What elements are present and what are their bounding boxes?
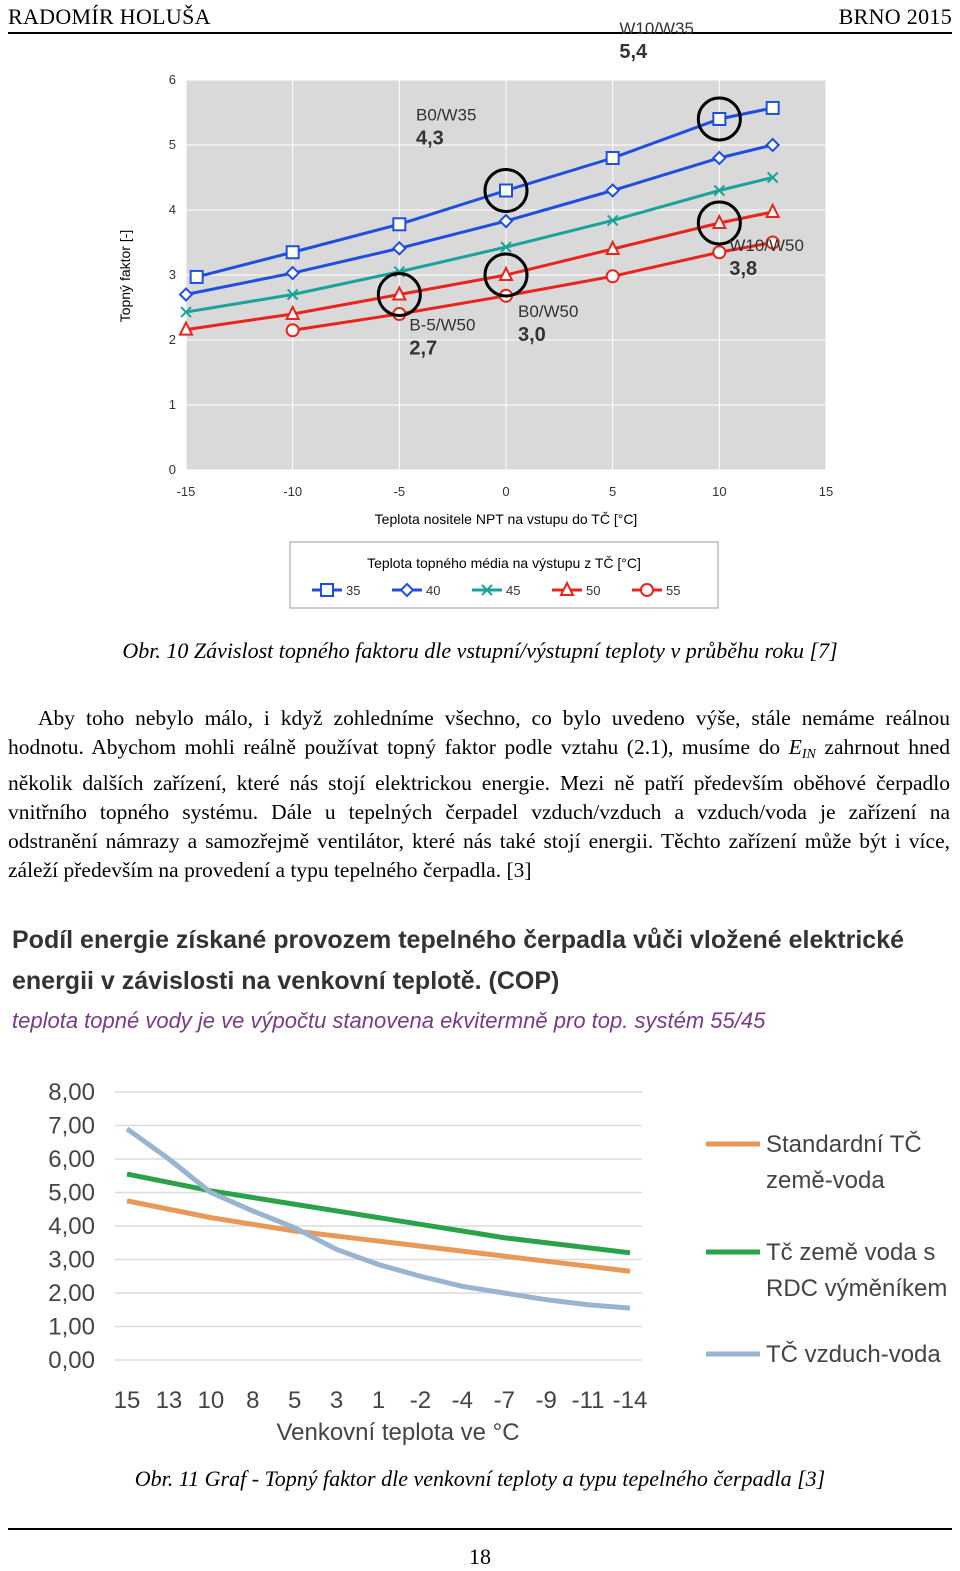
y-tick-label: 0,00 [48, 1347, 95, 1374]
legend-marker [641, 584, 653, 596]
data-point [607, 152, 619, 164]
x-tick-label: 5 [287, 1387, 302, 1414]
data-point [713, 113, 725, 125]
chart-title-line-1: Podíl energie získané provozem tepelného čerpadla vůči vložené elektrické [12, 926, 905, 954]
y-tick-label: 2,00 [48, 1280, 95, 1307]
grid [115, 1092, 642, 1360]
x-axis-label: Teplota nositele NPT na vstupu do TČ [°C] [374, 511, 638, 527]
legend-marker [321, 584, 333, 596]
data-point [767, 102, 779, 114]
y-axis-label: Topný faktor [-] [117, 229, 133, 323]
figure-cop-vs-outdoor-temperature [0, 918, 960, 1453]
chart-topny-faktor [100, 19, 840, 626]
y-tick-label: 0 [168, 462, 176, 477]
data-point [607, 270, 619, 282]
legend-label: Standardní TČ [766, 1131, 922, 1158]
x-tick-label: -14 [612, 1387, 648, 1414]
annotation-label: W10/W35 [619, 19, 694, 38]
place-year: BRNO 2015 [838, 4, 952, 29]
legend-label-line-2: RDC výměníkem [766, 1275, 948, 1302]
annotation-value: 2,7 [409, 337, 438, 360]
figure-cop-vs-inlet-temperature [100, 19, 840, 626]
author-name: RADOMÍR HOLUŠA [8, 4, 211, 29]
x-tick-label: -10 [283, 484, 303, 499]
chart-title-line-2: energii v závislosti na venkovní teplotě. (COP) [12, 967, 560, 995]
data-point [287, 246, 299, 258]
x-tick-label: -9 [535, 1387, 557, 1414]
legend-label: 55 [666, 583, 681, 598]
legend-item [706, 1239, 947, 1302]
paragraph-text-1: Aby toho nebylo málo, i když zohledníme všechno, co bylo uvedeno výše, stále nemáme reálnou hodnotu. Abychom mohli reálně používat topný faktor podle vztahu (2.1), musíme do [8, 706, 950, 759]
data-point [393, 218, 405, 230]
ein-symbol: E [788, 735, 802, 759]
legend-label: 45 [506, 583, 521, 598]
legend-title: Teplota topného média na výstupu z TČ [°C] [367, 555, 641, 571]
legend-label: Tč země voda s [766, 1239, 936, 1266]
chart-subtitle: teplota topné vody je ve výpočtu stanovena ekvitermně pro top. systém 55/45 [12, 1008, 766, 1033]
annotation-value: 4,3 [416, 127, 444, 150]
x-tick-label: 15 [818, 484, 834, 499]
x-tick-label: 10 [712, 484, 727, 499]
data-point [191, 271, 203, 283]
annotation-value: 3,8 [729, 258, 758, 280]
series-lines [127, 1129, 630, 1308]
figure-2-caption: Obr. 11 Graf - Topný faktor dle venkovní teploty a typu tepelného čerpadla [3] [134, 1466, 826, 1491]
footer-rule [8, 1528, 952, 1530]
x-tick-label: -4 [451, 1387, 474, 1414]
annotation-label: B0/W50 [518, 302, 579, 321]
x-tick-label: 15 [113, 1387, 141, 1414]
x-tick-label: -2 [409, 1387, 432, 1414]
y-tick-label: 5 [168, 137, 176, 152]
data-point [500, 185, 512, 197]
annotation-label: W10/W50 [729, 236, 804, 255]
legend-box [290, 542, 718, 608]
y-tick-label: 7,00 [48, 1112, 95, 1140]
y-tick-label: 6 [168, 72, 176, 87]
y-tick-label: 3 [168, 267, 176, 282]
y-tick-label: 1,00 [48, 1313, 95, 1341]
x-tick-label: -5 [393, 484, 406, 499]
x-tick-label: 13 [155, 1387, 183, 1414]
y-tick-label: 2 [168, 332, 176, 347]
x-tick-label: 8 [246, 1387, 260, 1414]
y-tick-label: 3,00 [48, 1246, 95, 1274]
y-tick-label: 4,00 [48, 1213, 95, 1240]
x-tick-label: 1 [371, 1387, 386, 1414]
y-tick-label: 5,00 [48, 1179, 95, 1207]
legend-label-line-2: země-voda [766, 1167, 885, 1194]
paragraph-text-2: zahrnout hned několik dalších zařízení, které nás stojí elektrickou energie. Mezi ně patří především oběhové čerpadlo vnitřního topného systému. Dále u tepelných čerpadel vzduch/vzduch a vzduch/voda je zařízení na odstranění námrazy a samozřejmě ventilátor, které nás také stojí energii. Těchto zařízení může být i více, záleží především na provedení a typu tepelného čerpadla. [3] [8, 735, 951, 882]
x-tick-label: -15 [176, 484, 196, 499]
data-point [287, 324, 299, 336]
x-tick-label: 5 [609, 484, 617, 499]
legend-label: 50 [586, 583, 601, 598]
figure-1-caption: Obr. 10 Závislost topného faktoru dle vstupní/výstupní teploty v průběhu roku [7] [122, 638, 838, 663]
annotation-label: B0/W35 [416, 105, 477, 125]
body-paragraph [8, 704, 950, 885]
page-header [8, 2, 952, 34]
annotation-value: 3,0 [518, 324, 546, 346]
data-point [713, 246, 725, 258]
legend-item [706, 1130, 922, 1194]
legend-label: 35 [346, 583, 361, 598]
x-tick-label: -7 [493, 1387, 515, 1414]
legend-item [706, 1340, 941, 1368]
x-tick-label: 3 [329, 1387, 344, 1414]
x-axis-label: Venkovní teplota ve °C [276, 1419, 520, 1446]
annotation-label: B-5/W50 [409, 315, 476, 335]
y-tick-label: 8,00 [48, 1079, 95, 1106]
legend-label: 40 [426, 583, 441, 598]
y-tick-label: 4 [168, 202, 176, 217]
annotation-value: 5,4 [619, 41, 648, 63]
legend [706, 1130, 947, 1368]
chart-cop [0, 918, 960, 1453]
y-tick-label: 1 [168, 397, 176, 412]
legend [290, 542, 718, 608]
y-tick-label: 6,00 [48, 1146, 95, 1173]
series-line [127, 1201, 630, 1271]
x-tick-label: 0 [502, 484, 510, 499]
ein-subscript: IN [801, 747, 816, 762]
legend-label: TČ vzduch-voda [766, 1341, 941, 1368]
x-tick-label: 10 [197, 1387, 225, 1414]
page-number: 18 [469, 1544, 491, 1569]
x-tick-label: -11 [571, 1387, 605, 1414]
